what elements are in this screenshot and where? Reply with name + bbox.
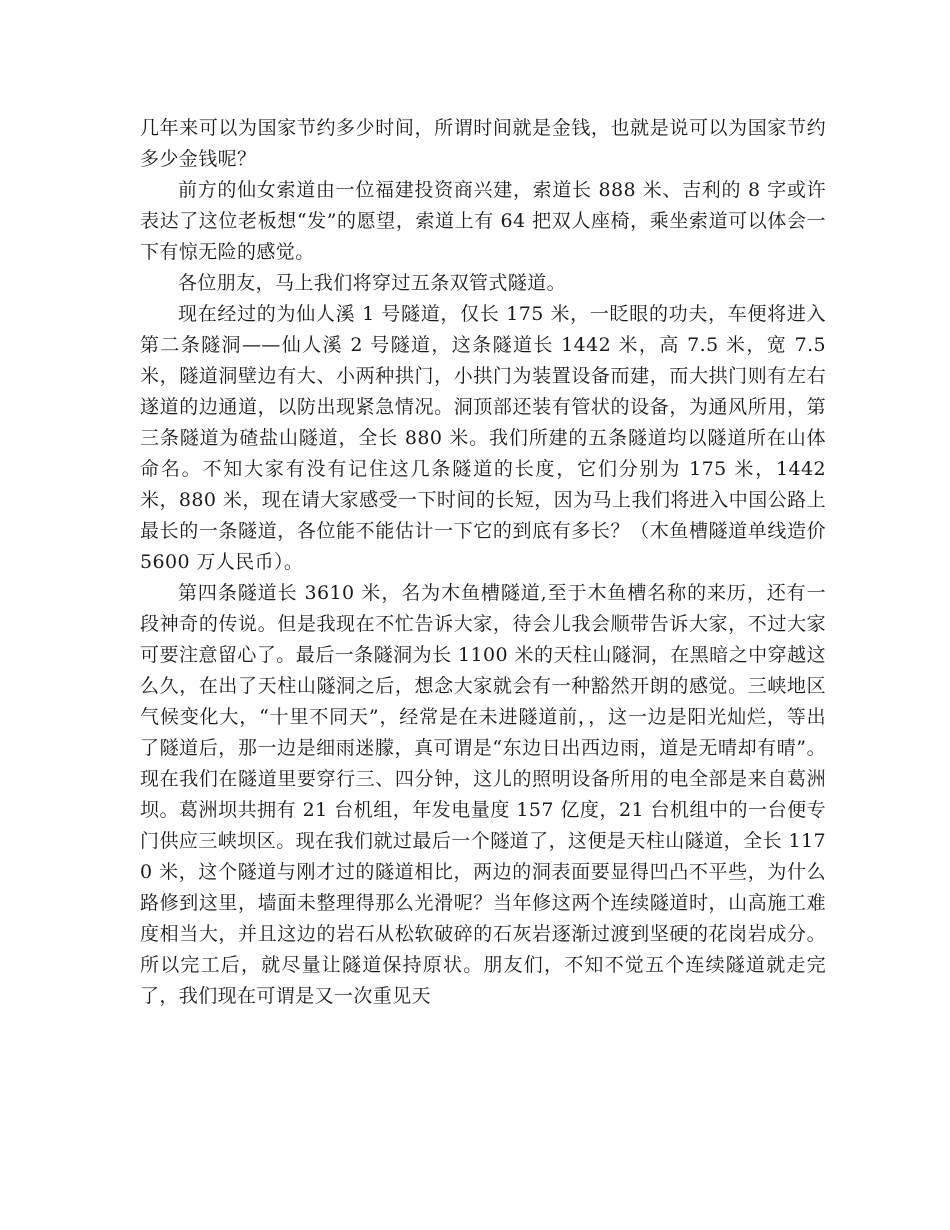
body-text [140, 113, 826, 1012]
paragraph-tunnels-first-three: 现在经过的为仙人溪 1 号隧道，仅长 175 米，一眨眼的功夫，车便将进入第二条隧洞——仙人溪 2 号隧道，这条隧道长 1442 米，高 7.5 米，宽 7.5 米，隧道洞壁边有大、小两种拱门，小拱门为装置设备而建，而大拱门则有左右遂道的边通道，以防出现紧急情况。洞顶部还装有管状的设备，为通风所用，第三条隧道为碴盐山隧道，全长 880 米。我们所建的五条隧道均以隧道所在山体命名。不知大家有没有记住这几条隧道的长度，它们分别为 175 米，1442 米，880 米，现在请大家感受一下时间的长短，因为马上我们将进入中国公路上最长的一条隧道，各位能不能估计一下它的到底有多长？（木鱼槽隧道单线造价 5600 万人民币）。 [140, 303, 826, 573]
paragraph-continuation: 几年来可以为国家节约多少时间，所谓时间就是金钱，也就是说可以为国家节约多少金钱呢？ [140, 117, 826, 170]
paragraph-tunnels-last-two: 第四条隧道长 3610 米，名为木鱼槽隧道,至于木鱼槽名称的来历，还有一段神奇的传说。但是我现在不忙告诉大家，待会儿我会顺带告诉大家，不过大家可要注意留心了。最后一条隧洞为长 1100 米的天柱山隧洞，在黑暗之中穿越这么久，在出了天柱山隧洞之后，想念大家就会有一种豁然开朗的感觉。三峡地区气候变化大，“十里不同天”，经常是在未进隧道前，，这一边是阳光灿烂，等出了隧道后，那一边是细雨迷朦，真可谓是“东边日出西边雨，道是无晴却有晴”。现在我们在隧道里要穿行三、四分钟，这儿的照明设备所用的电全部是来自葛洲坝。葛洲坝共拥有 21 台机组，年发电量度 157 亿度，21 台机组中的一台便专门供应三峡坝区。现在我们就过最后一个隧道了，这便是天柱山隧道，全长 1170 米，这个隧道与刚才过的隧道相比，两边的洞表面要显得凹凸不平些，为什么路修到这里，墙面未整理得那么光滑呢？当年修这两个连续隧道时，山高施工难度相当大，并且这边的岩石从松软破碎的石灰岩逐渐过渡到坚硬的花岗岩成分。所以完工后，就尽量让隧道保持原状。朋友们，不知不觉五个连续隧道就走完了，我们现在可谓是又一次重见天 [140, 582, 826, 1007]
paragraph-tunnels-intro: 各位朋友，马上我们将穿过五条双管式隧道。 [178, 272, 567, 294]
paragraph-ropeway: 前方的仙女索道由一位福建投资商兴建，索道长 888 米、吉利的 8 字或许表达了这位老板想“发”的愿望，索道上有 64 把双人座椅，乘坐索道可以体会一下有惊无险的感觉。 [140, 179, 826, 263]
